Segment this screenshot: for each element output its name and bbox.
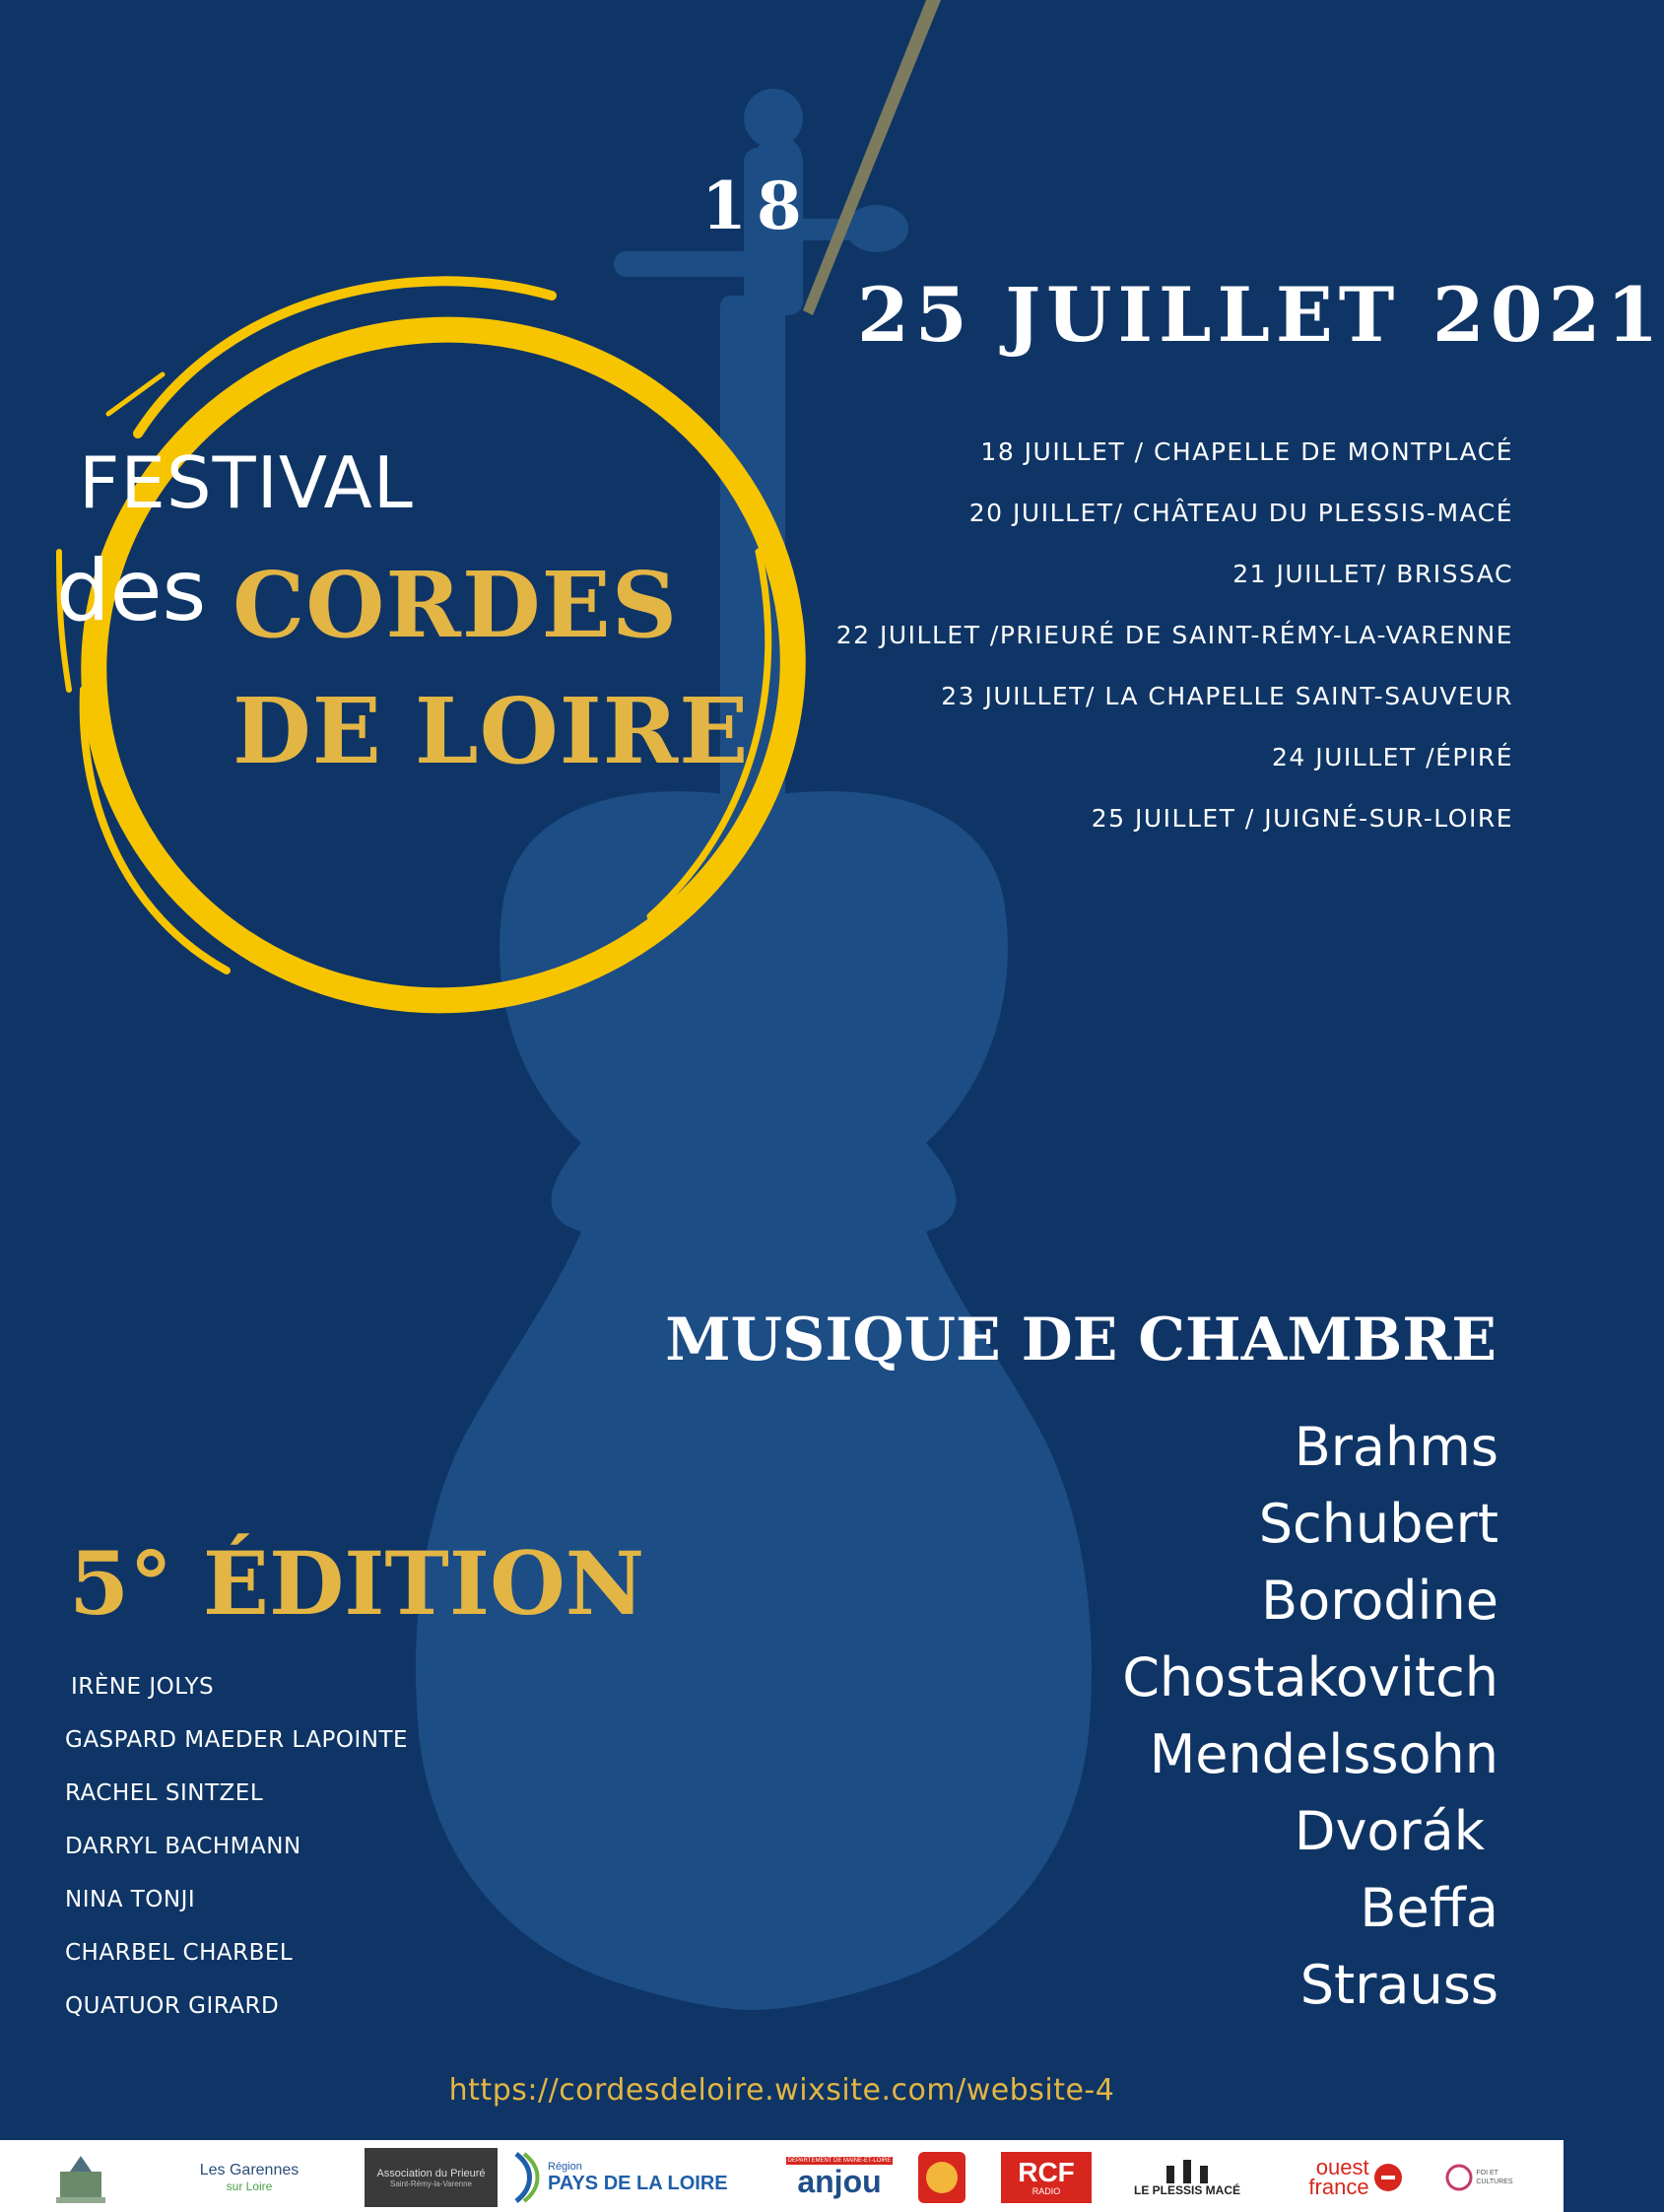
title-des: des bbox=[56, 542, 207, 640]
artist-item: CHARBEL CHARBEL bbox=[65, 1940, 294, 1966]
foi-cultures-logo bbox=[1444, 2148, 1513, 2207]
composer-item: Strauss bbox=[1299, 1954, 1498, 2016]
title-festival: FESTIVAL bbox=[79, 441, 414, 524]
composer-item: Beffa bbox=[1360, 1877, 1498, 1939]
medal-logo bbox=[914, 2148, 969, 2207]
schedule-item: 25 JUILLET / JUIGNÉ-SUR-LOIRE bbox=[1091, 804, 1513, 833]
website-link[interactable]: https://cordesdeloire.wixsite.com/website-4 bbox=[448, 2073, 1115, 2108]
garennes-name: Les Garennes bbox=[199, 2162, 300, 2178]
ouest-france-icon bbox=[1373, 2163, 1403, 2192]
program-heading: MUSIQUE DE CHAMBRE bbox=[665, 1306, 1497, 1374]
ouest-france-logo bbox=[1297, 2148, 1415, 2207]
artist-item: GASPARD MAEDER LAPOINTE bbox=[65, 1727, 409, 1753]
garennes-sub: sur Loire bbox=[226, 2179, 273, 2193]
anjou-logo bbox=[780, 2148, 899, 2207]
plessis-name: LE PLESSIS MACÉ bbox=[1133, 2183, 1241, 2197]
composer-item: Mendelssohn bbox=[1149, 1723, 1498, 1785]
prieure-name: Association du Prieuré bbox=[376, 2167, 486, 2179]
garennes-logo bbox=[166, 2148, 333, 2207]
violin-bow bbox=[803, 0, 941, 315]
chateau-icon bbox=[56, 2150, 105, 2205]
schedule-item: 24 JUILLET /ÉPIRÉ bbox=[1271, 743, 1513, 771]
plessis-logo bbox=[1123, 2148, 1251, 2207]
medal-icon bbox=[916, 2150, 967, 2205]
anjou-small: DÉPARTEMENT DE MAINE-ET-LOIRE bbox=[787, 2158, 892, 2164]
composer-item: Chostakovitch bbox=[1122, 1646, 1498, 1709]
artist-item: DARRYL BACHMANN bbox=[65, 1834, 301, 1859]
edition-heading: 5° ÉDITION bbox=[69, 1532, 645, 1635]
castle-icon bbox=[1163, 2158, 1212, 2183]
foi-cultures-icon bbox=[1444, 2163, 1474, 2192]
composer-list bbox=[907, 1409, 1498, 2024]
schedule-item: 18 JUILLET / CHAPELLE DE MONTPLACÉ bbox=[980, 437, 1513, 466]
composer-item: Schubert bbox=[1258, 1493, 1498, 1555]
rcf-small: RADIO bbox=[1032, 2186, 1061, 2196]
prieure-sub: Saint-Rémy-la-Varenne bbox=[390, 2178, 472, 2188]
end-date: 25 JUILLET 2021 bbox=[857, 271, 1664, 359]
cultures-name: CULTURES bbox=[1476, 2178, 1513, 2185]
schedule-item: 21 JUILLET/ BRISSAC bbox=[1232, 560, 1513, 588]
schedule-item: 23 JUILLET/ LA CHAPELLE SAINT-SAUVEUR bbox=[941, 682, 1513, 710]
concert-schedule bbox=[705, 434, 1513, 861]
title-de-loire: DE LOIRE bbox=[233, 678, 750, 784]
france-name: france bbox=[1308, 2175, 1369, 2199]
schedule-item: 22 JUILLET /PRIEURÉ DE SAINT-RÉMY-LA-VARENNE bbox=[835, 621, 1513, 649]
region-logo bbox=[512, 2148, 759, 2207]
region-name: PAYS DE LA LOIRE bbox=[548, 2172, 728, 2194]
title-cordes: CORDES bbox=[233, 552, 679, 658]
anjou-name: anjou bbox=[797, 2164, 882, 2199]
rcf-name: RCF bbox=[1018, 2157, 1075, 2187]
composer-item: Borodine bbox=[1261, 1570, 1498, 1632]
artist-item: NINA TONJI bbox=[65, 1887, 196, 1912]
prieure-logo bbox=[365, 2148, 498, 2207]
region-small: Région bbox=[548, 2160, 582, 2173]
ouest-name: ouest bbox=[1315, 2155, 1369, 2179]
foi-name: FOI ET bbox=[1476, 2170, 1498, 2177]
schedule-item: 20 JUILLET/ CHÂTEAU DU PLESSIS-MACÉ bbox=[968, 499, 1513, 527]
composer-item: Dvorák bbox=[1294, 1800, 1485, 1862]
composer-item: Brahms bbox=[1294, 1416, 1498, 1478]
chateau-logo bbox=[51, 2148, 110, 2207]
artist-item: QUATUOR GIRARD bbox=[65, 1993, 280, 2019]
rcf-logo bbox=[999, 2148, 1094, 2207]
start-date: 18 bbox=[701, 168, 812, 244]
artist-item: RACHEL SINTZEL bbox=[65, 1780, 264, 1806]
artist-item: IRÈNE JOLYS bbox=[71, 1674, 215, 1700]
region-arc-icon bbox=[512, 2150, 538, 2205]
artist-list bbox=[65, 1667, 408, 2040]
